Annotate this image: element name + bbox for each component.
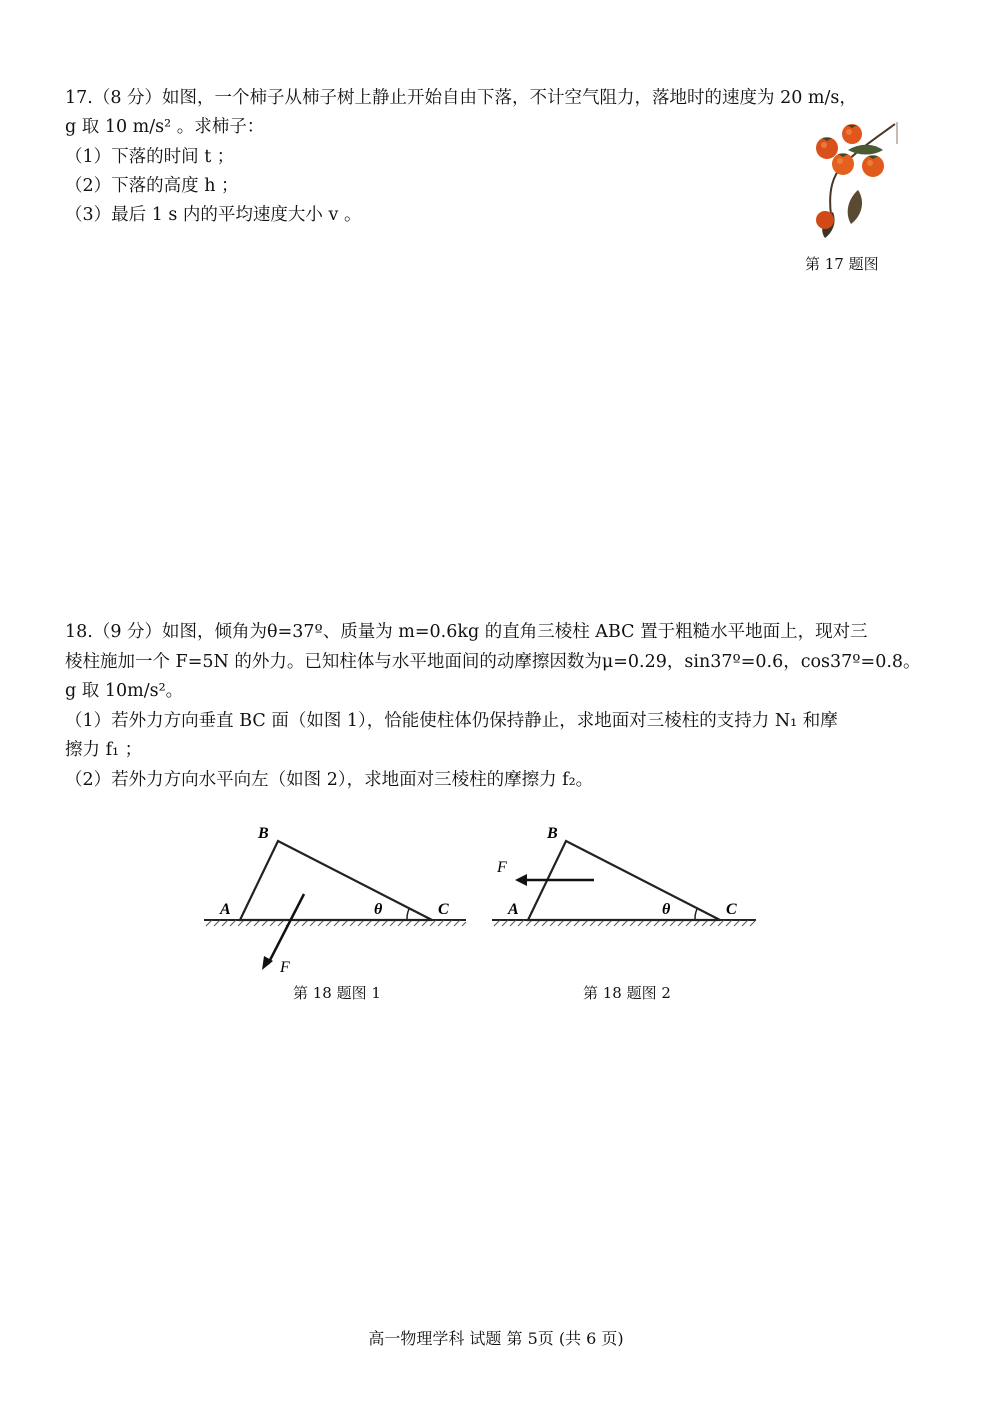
- force-f-arrow: [268, 894, 304, 964]
- triangular-prism-abc: [240, 841, 432, 920]
- q17-stem-line2: g 取 10 m/s² 。求柿子：: [65, 117, 265, 137]
- q17-part3: （3）最后 1 s 内的平均速度大小 v 。: [65, 205, 362, 225]
- q17-part1: （1）下落的时间 t ；: [65, 147, 235, 167]
- q18-stem-line2: 棱柱施加一个 F=5N 的外力。已知柱体与水平地面间的动摩擦因数为μ=0.29，sin37º=0.6，cos37º=0.8。: [65, 652, 921, 672]
- label-theta: θ: [374, 901, 383, 918]
- label-a: A: [508, 901, 519, 918]
- q18-part1-line2: 擦力 f₁ ；: [65, 740, 143, 760]
- label-f: F: [497, 859, 507, 876]
- q18-figure-2-caption: 第 18 题图 2: [583, 984, 671, 1002]
- q18-stem-line3: g 取 10m/s²。: [65, 681, 184, 701]
- label-b: B: [258, 825, 269, 842]
- label-theta: θ: [662, 901, 671, 918]
- q18-figure-1: [200, 820, 470, 980]
- q17-stem-line1: 17.（8 分）如图，一个柿子从柿子树上静止开始自由下落，不计空气阻力，落地时的速度为 20 m/s，: [65, 88, 857, 108]
- q18-figure-1-caption: 第 18 题图 1: [293, 984, 381, 1002]
- force-f-arrowhead: [515, 874, 527, 886]
- q18-figure-2: [488, 820, 760, 980]
- q18-part2: （2）若外力方向水平向左（如图 2），求地面对三棱柱的摩擦力 f₂。: [65, 770, 594, 790]
- persimmon-branch-image: [803, 120, 898, 244]
- label-f: F: [280, 959, 290, 976]
- angle-theta-arc: [407, 909, 409, 920]
- q17-figure-caption: 第 17 题图: [805, 255, 879, 273]
- q17-part2: （2）下落的高度 h ；: [65, 176, 239, 196]
- q18-stem-line1: 18.（9 分）如图，倾角为θ=37º、质量为 m=0.6kg 的直角三棱柱 ABC 置于粗糙水平地面上，现对三: [65, 622, 868, 642]
- label-a: A: [220, 901, 231, 918]
- angle-theta-arc: [695, 909, 697, 920]
- label-c: C: [438, 901, 449, 918]
- label-b: B: [547, 825, 558, 842]
- page-footer: 高一物理学科 试题 第 5页 (共 6 页): [368, 1329, 624, 1348]
- label-c: C: [726, 901, 737, 918]
- q18-part1-line1: （1）若外力方向垂直 BC 面（如图 1），恰能使柱体仍保持静止，求地面对三棱柱的支持力 N₁ 和摩: [65, 711, 838, 731]
